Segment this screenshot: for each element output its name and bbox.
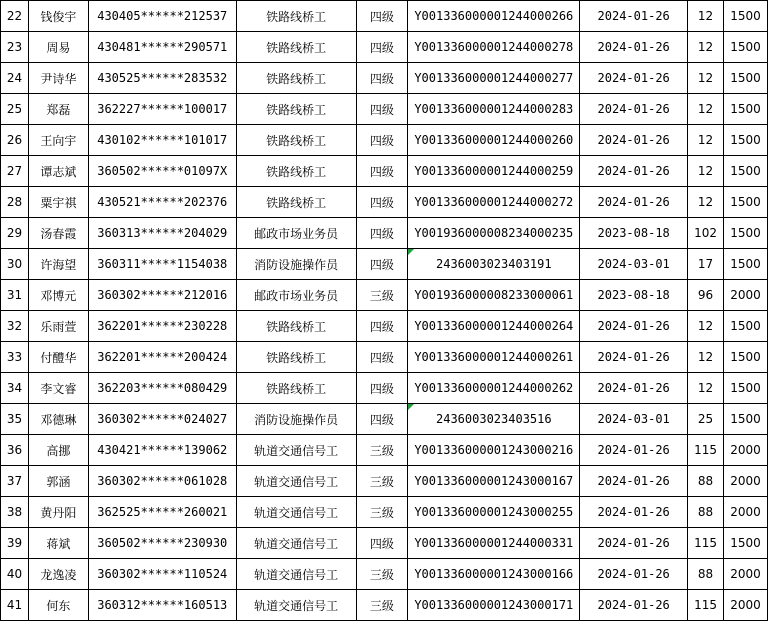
row-number[interactable]: 29: [1, 218, 29, 249]
name-cell[interactable]: 周易: [28, 32, 88, 63]
id-number-cell[interactable]: 362525******260021: [88, 497, 236, 528]
id-number-cell[interactable]: 360302******212016: [88, 280, 236, 311]
issue-date-cell[interactable]: 2024-01-26: [580, 94, 688, 125]
occupation-cell[interactable]: 铁路线桥工: [236, 125, 356, 156]
occupation-cell[interactable]: 轨道交通信号工: [236, 435, 356, 466]
amount-cell[interactable]: 2000: [723, 590, 767, 621]
amount-cell[interactable]: 1500: [723, 156, 767, 187]
table-row[interactable]: [1, 32, 768, 63]
row-number[interactable]: 37: [1, 466, 29, 497]
occupation-cell[interactable]: 消防设施操作员: [236, 404, 356, 435]
id-number-cell[interactable]: 362203******080429: [88, 373, 236, 404]
issue-date-cell[interactable]: 2024-01-26: [580, 125, 688, 156]
table-row[interactable]: [1, 311, 768, 342]
id-number-cell[interactable]: 360502******01097X: [88, 156, 236, 187]
row-number[interactable]: 30: [1, 249, 29, 280]
issue-date-cell[interactable]: 2024-01-26: [580, 1, 688, 32]
row-number[interactable]: 33: [1, 342, 29, 373]
row-number[interactable]: 25: [1, 94, 29, 125]
row-number[interactable]: 26: [1, 125, 29, 156]
row-number[interactable]: 27: [1, 156, 29, 187]
amount-cell[interactable]: 2000: [723, 466, 767, 497]
amount-cell[interactable]: 1500: [723, 125, 767, 156]
amount-cell[interactable]: 2000: [723, 435, 767, 466]
occupation-cell[interactable]: 消防设施操作员: [236, 249, 356, 280]
name-cell[interactable]: 王向宇: [28, 125, 88, 156]
level-cell[interactable]: 四级: [356, 156, 408, 187]
row-number[interactable]: 23: [1, 32, 29, 63]
row-number[interactable]: 39: [1, 528, 29, 559]
table-row[interactable]: [1, 280, 768, 311]
issue-date-cell[interactable]: 2024-01-26: [580, 156, 688, 187]
table-row[interactable]: [1, 156, 768, 187]
hours-cell[interactable]: 12: [688, 94, 724, 125]
certificate-number-cell[interactable]: 2436003023403191: [408, 249, 580, 280]
hours-cell[interactable]: 12: [688, 63, 724, 94]
name-cell[interactable]: 尹诗华: [28, 63, 88, 94]
occupation-cell[interactable]: 铁路线桥工: [236, 342, 356, 373]
row-number[interactable]: 24: [1, 63, 29, 94]
hours-cell[interactable]: 12: [688, 32, 724, 63]
occupation-cell[interactable]: 铁路线桥工: [236, 187, 356, 218]
level-cell[interactable]: 四级: [356, 404, 408, 435]
name-cell[interactable]: 郭涵: [28, 466, 88, 497]
name-cell[interactable]: 高挪: [28, 435, 88, 466]
level-cell[interactable]: 四级: [356, 311, 408, 342]
amount-cell[interactable]: 1500: [723, 94, 767, 125]
certificate-number-cell[interactable]: Y001336000001244000262: [408, 373, 580, 404]
issue-date-cell[interactable]: 2024-01-26: [580, 528, 688, 559]
certificate-number-cell[interactable]: Y001936000008233000061: [408, 280, 580, 311]
amount-cell[interactable]: 1500: [723, 32, 767, 63]
occupation-cell[interactable]: 邮政市场业务员: [236, 280, 356, 311]
row-number[interactable]: 22: [1, 1, 29, 32]
occupation-cell[interactable]: 铁路线桥工: [236, 63, 356, 94]
table-row[interactable]: [1, 125, 768, 156]
issue-date-cell[interactable]: 2024-01-26: [580, 63, 688, 94]
issue-date-cell[interactable]: 2024-01-26: [580, 559, 688, 590]
amount-cell[interactable]: 1500: [723, 1, 767, 32]
row-number[interactable]: 40: [1, 559, 29, 590]
amount-cell[interactable]: 2000: [723, 280, 767, 311]
id-number-cell[interactable]: 360312******160513: [88, 590, 236, 621]
level-cell[interactable]: 四级: [356, 373, 408, 404]
id-number-cell[interactable]: 430521******202376: [88, 187, 236, 218]
hours-cell[interactable]: 12: [688, 156, 724, 187]
occupation-cell[interactable]: 铁路线桥工: [236, 1, 356, 32]
level-cell[interactable]: 四级: [356, 1, 408, 32]
id-number-cell[interactable]: 430421******139062: [88, 435, 236, 466]
certificate-number-cell[interactable]: Y001336000001244000259: [408, 156, 580, 187]
hours-cell[interactable]: 12: [688, 373, 724, 404]
id-number-cell[interactable]: 360502******230930: [88, 528, 236, 559]
certificate-number-cell[interactable]: Y001336000001243000166: [408, 559, 580, 590]
amount-cell[interactable]: 2000: [723, 559, 767, 590]
amount-cell[interactable]: 1500: [723, 342, 767, 373]
amount-cell[interactable]: 1500: [723, 528, 767, 559]
level-cell[interactable]: 三级: [356, 466, 408, 497]
level-cell[interactable]: 三级: [356, 559, 408, 590]
issue-date-cell[interactable]: 2024-01-26: [580, 342, 688, 373]
id-number-cell[interactable]: 360313******204029: [88, 218, 236, 249]
level-cell[interactable]: 三级: [356, 435, 408, 466]
occupation-cell[interactable]: 轨道交通信号工: [236, 559, 356, 590]
id-number-cell[interactable]: 360302******110524: [88, 559, 236, 590]
table-row[interactable]: [1, 497, 768, 528]
table-row[interactable]: [1, 466, 768, 497]
issue-date-cell[interactable]: 2024-03-01: [580, 404, 688, 435]
table-row[interactable]: [1, 1, 768, 32]
occupation-cell[interactable]: 轨道交通信号工: [236, 497, 356, 528]
table-row[interactable]: [1, 94, 768, 125]
table-row[interactable]: [1, 435, 768, 466]
occupation-cell[interactable]: 铁路线桥工: [236, 373, 356, 404]
certificate-number-cell[interactable]: Y001336000001243000171: [408, 590, 580, 621]
occupation-cell[interactable]: 轨道交通信号工: [236, 466, 356, 497]
occupation-cell[interactable]: 铁路线桥工: [236, 311, 356, 342]
issue-date-cell[interactable]: 2024-01-26: [580, 311, 688, 342]
certificate-number-cell[interactable]: 2436003023403516: [408, 404, 580, 435]
table-row[interactable]: [1, 63, 768, 94]
hours-cell[interactable]: 25: [688, 404, 724, 435]
issue-date-cell[interactable]: 2024-01-26: [580, 497, 688, 528]
issue-date-cell[interactable]: 2024-01-26: [580, 373, 688, 404]
certificate-number-cell[interactable]: Y001336000001244000277: [408, 63, 580, 94]
id-number-cell[interactable]: 430525******283532: [88, 63, 236, 94]
name-cell[interactable]: 黄丹阳: [28, 497, 88, 528]
table-row[interactable]: [1, 342, 768, 373]
level-cell[interactable]: 四级: [356, 218, 408, 249]
hours-cell[interactable]: 115: [688, 435, 724, 466]
id-number-cell[interactable]: 360311*****1154038: [88, 249, 236, 280]
table-row[interactable]: [1, 249, 768, 280]
level-cell[interactable]: 三级: [356, 497, 408, 528]
id-number-cell[interactable]: 430405******212537: [88, 1, 236, 32]
level-cell[interactable]: 四级: [356, 187, 408, 218]
certificate-number-cell[interactable]: Y001336000001244000331: [408, 528, 580, 559]
certificate-number-cell[interactable]: Y001936000008234000235: [408, 218, 580, 249]
name-cell[interactable]: 谭志斌: [28, 156, 88, 187]
hours-cell[interactable]: 88: [688, 466, 724, 497]
name-cell[interactable]: 许海望: [28, 249, 88, 280]
issue-date-cell[interactable]: 2024-01-26: [580, 187, 688, 218]
hours-cell[interactable]: 88: [688, 497, 724, 528]
occupation-cell[interactable]: 轨道交通信号工: [236, 528, 356, 559]
occupation-cell[interactable]: 邮政市场业务员: [236, 218, 356, 249]
id-number-cell[interactable]: 362201******230228: [88, 311, 236, 342]
certificate-number-cell[interactable]: Y001336000001244000266: [408, 1, 580, 32]
row-number[interactable]: 31: [1, 280, 29, 311]
row-number[interactable]: 28: [1, 187, 29, 218]
name-cell[interactable]: 乐雨萱: [28, 311, 88, 342]
level-cell[interactable]: 四级: [356, 342, 408, 373]
row-number[interactable]: 34: [1, 373, 29, 404]
issue-date-cell[interactable]: 2024-01-26: [580, 466, 688, 497]
level-cell[interactable]: 四级: [356, 249, 408, 280]
issue-date-cell[interactable]: 2024-01-26: [580, 435, 688, 466]
occupation-cell[interactable]: 铁路线桥工: [236, 32, 356, 63]
table-row[interactable]: [1, 373, 768, 404]
hours-cell[interactable]: 12: [688, 342, 724, 373]
amount-cell[interactable]: 1500: [723, 249, 767, 280]
amount-cell[interactable]: 1500: [723, 404, 767, 435]
certificate-number-cell[interactable]: Y001336000001244000261: [408, 342, 580, 373]
row-number[interactable]: 32: [1, 311, 29, 342]
occupation-cell[interactable]: 铁路线桥工: [236, 156, 356, 187]
issue-date-cell[interactable]: 2024-01-26: [580, 32, 688, 63]
id-number-cell[interactable]: 362227******100017: [88, 94, 236, 125]
level-cell[interactable]: 三级: [356, 590, 408, 621]
amount-cell[interactable]: 1500: [723, 373, 767, 404]
name-cell[interactable]: 汤春霞: [28, 218, 88, 249]
table-row[interactable]: [1, 187, 768, 218]
hours-cell[interactable]: 96: [688, 280, 724, 311]
hours-cell[interactable]: 88: [688, 559, 724, 590]
name-cell[interactable]: 龙逸凌: [28, 559, 88, 590]
certificate-number-cell[interactable]: Y001336000001244000264: [408, 311, 580, 342]
name-cell[interactable]: 蒋斌: [28, 528, 88, 559]
name-cell[interactable]: 邓博元: [28, 280, 88, 311]
table-row[interactable]: [1, 404, 768, 435]
level-cell[interactable]: 四级: [356, 32, 408, 63]
issue-date-cell[interactable]: 2024-01-26: [580, 590, 688, 621]
hours-cell[interactable]: 12: [688, 311, 724, 342]
amount-cell[interactable]: 2000: [723, 497, 767, 528]
hours-cell[interactable]: 12: [688, 125, 724, 156]
level-cell[interactable]: 四级: [356, 94, 408, 125]
amount-cell[interactable]: 1500: [723, 63, 767, 94]
table-row[interactable]: [1, 528, 768, 559]
level-cell[interactable]: 四级: [356, 63, 408, 94]
amount-cell[interactable]: 1500: [723, 311, 767, 342]
name-cell[interactable]: 粟宇祺: [28, 187, 88, 218]
id-number-cell[interactable]: 430481******290571: [88, 32, 236, 63]
hours-cell[interactable]: 12: [688, 1, 724, 32]
certificate-number-cell[interactable]: Y001336000001244000260: [408, 125, 580, 156]
hours-cell[interactable]: 12: [688, 187, 724, 218]
level-cell[interactable]: 四级: [356, 528, 408, 559]
name-cell[interactable]: 郑磊: [28, 94, 88, 125]
name-cell[interactable]: 付醴华: [28, 342, 88, 373]
table-body: [1, 1, 768, 621]
issue-date-cell[interactable]: 2023-08-18: [580, 280, 688, 311]
certificate-number-cell[interactable]: Y001336000001244000283: [408, 94, 580, 125]
hours-cell[interactable]: 17: [688, 249, 724, 280]
name-cell[interactable]: 李文睿: [28, 373, 88, 404]
row-number[interactable]: 36: [1, 435, 29, 466]
occupation-cell[interactable]: 轨道交通信号工: [236, 590, 356, 621]
id-number-cell[interactable]: 430102******101017: [88, 125, 236, 156]
level-cell[interactable]: 四级: [356, 125, 408, 156]
id-number-cell[interactable]: 360302******061028: [88, 466, 236, 497]
certificate-number-cell[interactable]: Y001336000001243000216: [408, 435, 580, 466]
name-cell[interactable]: 何东: [28, 590, 88, 621]
name-cell[interactable]: 钱俊宇: [28, 1, 88, 32]
occupation-cell[interactable]: 铁路线桥工: [236, 94, 356, 125]
row-number[interactable]: 35: [1, 404, 29, 435]
level-cell[interactable]: 三级: [356, 280, 408, 311]
row-number[interactable]: 38: [1, 497, 29, 528]
amount-cell[interactable]: 1500: [723, 218, 767, 249]
hours-cell[interactable]: 102: [688, 218, 724, 249]
table-row[interactable]: [1, 590, 768, 621]
certificate-number-cell[interactable]: Y001336000001243000255: [408, 497, 580, 528]
certificate-number-cell[interactable]: Y001336000001244000272: [408, 187, 580, 218]
id-number-cell[interactable]: 362201******200424: [88, 342, 236, 373]
hours-cell[interactable]: 115: [688, 590, 724, 621]
certificate-number-cell[interactable]: Y001336000001244000278: [408, 32, 580, 63]
table-row[interactable]: [1, 559, 768, 590]
certificate-number-cell[interactable]: Y001336000001243000167: [408, 466, 580, 497]
hours-cell[interactable]: 115: [688, 528, 724, 559]
row-number[interactable]: 41: [1, 590, 29, 621]
table-row[interactable]: [1, 218, 768, 249]
name-cell[interactable]: 邓德琳: [28, 404, 88, 435]
id-number-cell[interactable]: 360302******024027: [88, 404, 236, 435]
issue-date-cell[interactable]: 2024-03-01: [580, 249, 688, 280]
amount-cell[interactable]: 1500: [723, 187, 767, 218]
issue-date-cell[interactable]: 2023-08-18: [580, 218, 688, 249]
